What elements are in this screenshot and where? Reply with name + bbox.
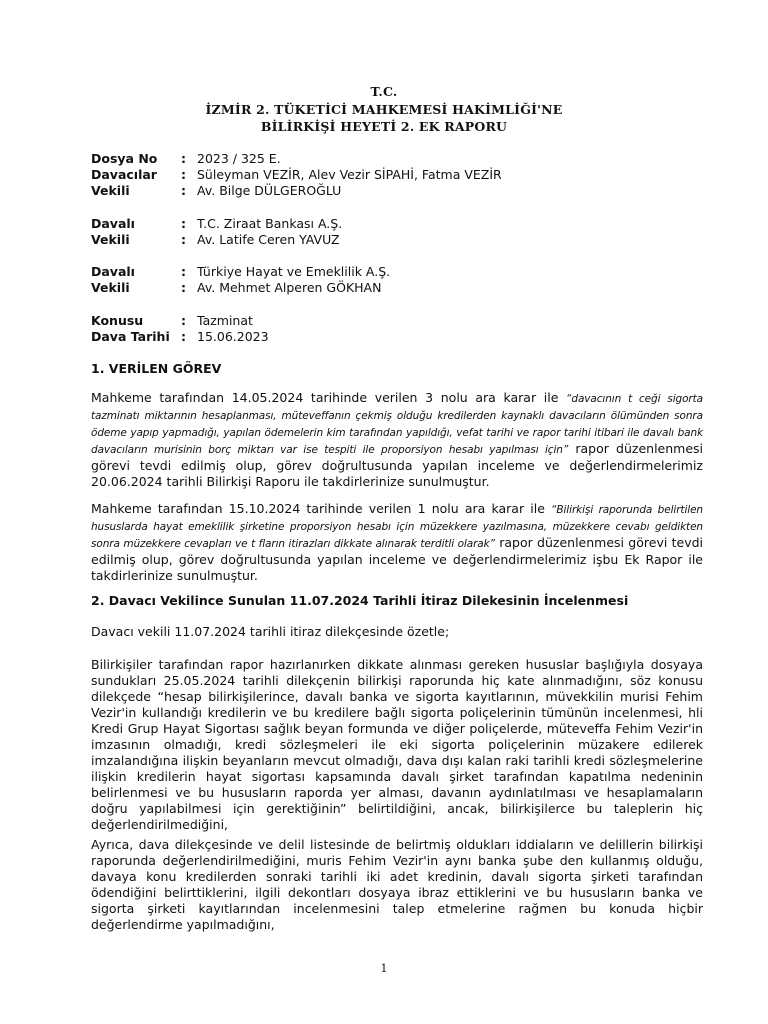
- meta-value: 2023 / 325 E.: [197, 151, 281, 166]
- meta-colon: :: [181, 167, 186, 182]
- meta-colon: :: [181, 232, 186, 247]
- meta-row-davacilar: [91, 167, 502, 183]
- paragraph-text: Mahkeme tarafından 14.05.2024 tarihinde verilen 3 nolu ara karar ile: [91, 390, 567, 405]
- meta-row-davali-1: [91, 216, 342, 232]
- meta-colon: :: [181, 216, 186, 231]
- meta-row-vekili-3: [91, 280, 381, 296]
- section-2-heading: 2. Davacı Vekilince Sunulan 11.07.2024 Tarihli İtiraz Dilekesinin İncelenmesi: [91, 593, 629, 608]
- section-2-paragraph-2: Bilirkişiler tarafından rapor hazırlanırken dikkate alınması gereken hususlar başlığıyla dosyaya sundukları 25.05.2024 tarihli dilekçenin bilirkişi raporunda hiç kate alınmadığını, söz konusu dilekçede “hesap bilirkişilerince, davalı banka ve sigorta kayıtlarının, müvekkilin murisi Fehim Vezir'in kullandığı kredilerin ve bu kredilere bağlı sigorta poliçelerinin tümünün incelenmesi, hli Kredi Grup Hayat Sigortası sağlık beyan formunda ve diğer poliçelerde, müteveffa Fehim Vezir'in imzasının olmadığı, kredi sözleşmeleri ile eki sigorta poliçelerinin müzakere edilerek imzalandığına ilişkin beyanların mevcut olmadığı, dava dışı kalan raki tarihli kredi sözleşmelerine ilişkin kredilerin hayat sigortası kapsamında davalı şirket tarafından kapatılma nedeninin belirlenmesi ve bu hususların raporda yer alması, davanın aydınlatılması ve hesaplamaların doğru yapılabilmesi için gerektiğinin” belirtildiğini, ancak, bilirkişilerce bu taleplerin hiç değerlendirilmediğini,: [91, 657, 703, 832]
- paragraph-text: Mahkeme tarafından 15.10.2024 tarihinde verilen 1 nolu ara karar ile: [91, 501, 552, 516]
- meta-row-dosya-no: [91, 151, 281, 167]
- meta-value: T.C. Ziraat Bankası A.Ş.: [197, 216, 343, 231]
- meta-colon: :: [181, 329, 186, 344]
- meta-label: Vekili: [91, 280, 130, 295]
- meta-colon: :: [181, 313, 186, 328]
- meta-value: Av. Latife Ceren YAVUZ: [197, 232, 340, 247]
- meta-value: 15.06.2023: [197, 329, 269, 344]
- meta-label: Davalı: [91, 216, 135, 231]
- meta-label: Dosya No: [91, 151, 158, 166]
- meta-row-dava-tarihi: [91, 329, 269, 345]
- section-1-heading: 1. VERİLEN GÖREV: [91, 361, 222, 376]
- section-1-paragraph-1: [91, 390, 703, 490]
- meta-row-vekili-2: [91, 232, 340, 248]
- section-2-paragraph-3: Ayrıca, dava dilekçesinde ve delil listesinde de belirtmiş oldukları iddiaların ve delillerin bilirkişi raporunda değerlendirilmediğini, muris Fehim Vezir'in aynı banka şube den kullanmış olduğu, davaya konu kredilerden sonraki tarihli iki adet kredinin, davalı sigorta şirketi tarafından ödendiğini belirttiklerini, ilgili dekontları dosyaya ibraz ettiklerini ve bu hususların banka ve sigorta şirketi kayıtlarından incelenmesini talep etmelerine rağmen bu konuda hiçbir değerlendirme yapılmadığını,: [91, 837, 703, 932]
- meta-colon: :: [181, 264, 186, 279]
- header-line-1: T.C.: [370, 84, 398, 99]
- meta-colon: :: [181, 280, 186, 295]
- paragraph-text: rapor düzenlenmesi görevi tevdi edilmiş olup, görev doğrultusunda yapılan inceleme ve değerlendirmelerimiz 20.06.2024 tarihli Bilirkişi Raporu ile takdirlerinize sunulmuştur.: [91, 441, 704, 489]
- paragraph-quote: “Bilirkişi raporunda belirtilen hususlarda hayat emeklilik şirketine proporsiyon hesabı için müzekkere yazılmasına, müzekkere cevabı geldikten sonra müzekkere cevapları ve t fların itirazları dikkate alınarak terditli olarak”: [91, 504, 703, 550]
- section-1-paragraph-2: [91, 501, 703, 584]
- meta-label: Vekili: [91, 183, 130, 198]
- meta-colon: :: [181, 151, 186, 166]
- meta-value: Süleyman VEZİR, Alev Vezir SİPAHİ, Fatma VEZİR: [197, 167, 502, 182]
- meta-label: Konusu: [91, 313, 144, 328]
- meta-label: Davalı: [91, 264, 135, 279]
- meta-colon: :: [181, 183, 186, 198]
- meta-label: Dava Tarihi: [91, 329, 170, 344]
- paragraph-quote: “davacının t ceği sigorta tazminatı miktarının hesaplanması, müteveffanın çekmiş olduğu kredilerden kaynaklı davacıların ölümünden sonra ödeme yapıp yapmadığı, yapılan ödemelerin kim tarafından yapıldığı, vefat tarihi ve rapor tarihi itibari ile davalı bank davacıların murisinin borç miktarı var ise tespiti ile proporsiyon hesabı yapılması için”: [91, 393, 703, 456]
- meta-label: Vekili: [91, 232, 130, 247]
- header-report-title: BİLİRKİŞİ HEYETİ 2. EK RAPORU: [260, 119, 508, 134]
- meta-value: Av. Mehmet Alperen GÖKHAN: [197, 280, 382, 295]
- meta-label: Davacılar: [91, 167, 157, 182]
- section-2-paragraph-1: Davacı vekili 11.07.2024 tarihli itiraz dilekçesinde özetle;: [91, 624, 450, 639]
- header-court-name: İZMİR 2. TÜKETİCİ MAHKEMESİ HAKİMLİĞİ'NE: [205, 102, 563, 117]
- paragraph-text: rapor düzenlenmesi görevi tevdi edilmiş olup, görev doğrultusunda yapılan inceleme ve değerlendirmelerimiz işbu Ek Rapor ile takdirlerinize sunulmuştur.: [91, 535, 703, 583]
- meta-row-davali-2: [91, 264, 390, 280]
- meta-value: Tazminat: [197, 313, 253, 328]
- meta-row-vekili-1: [91, 183, 341, 199]
- page-number: 1: [380, 962, 388, 975]
- meta-value: Av. Bilge DÜLGEROĞLU: [197, 183, 342, 198]
- meta-value: Türkiye Hayat ve Emeklilik A.Ş.: [197, 264, 391, 279]
- meta-row-konusu: [91, 313, 253, 329]
